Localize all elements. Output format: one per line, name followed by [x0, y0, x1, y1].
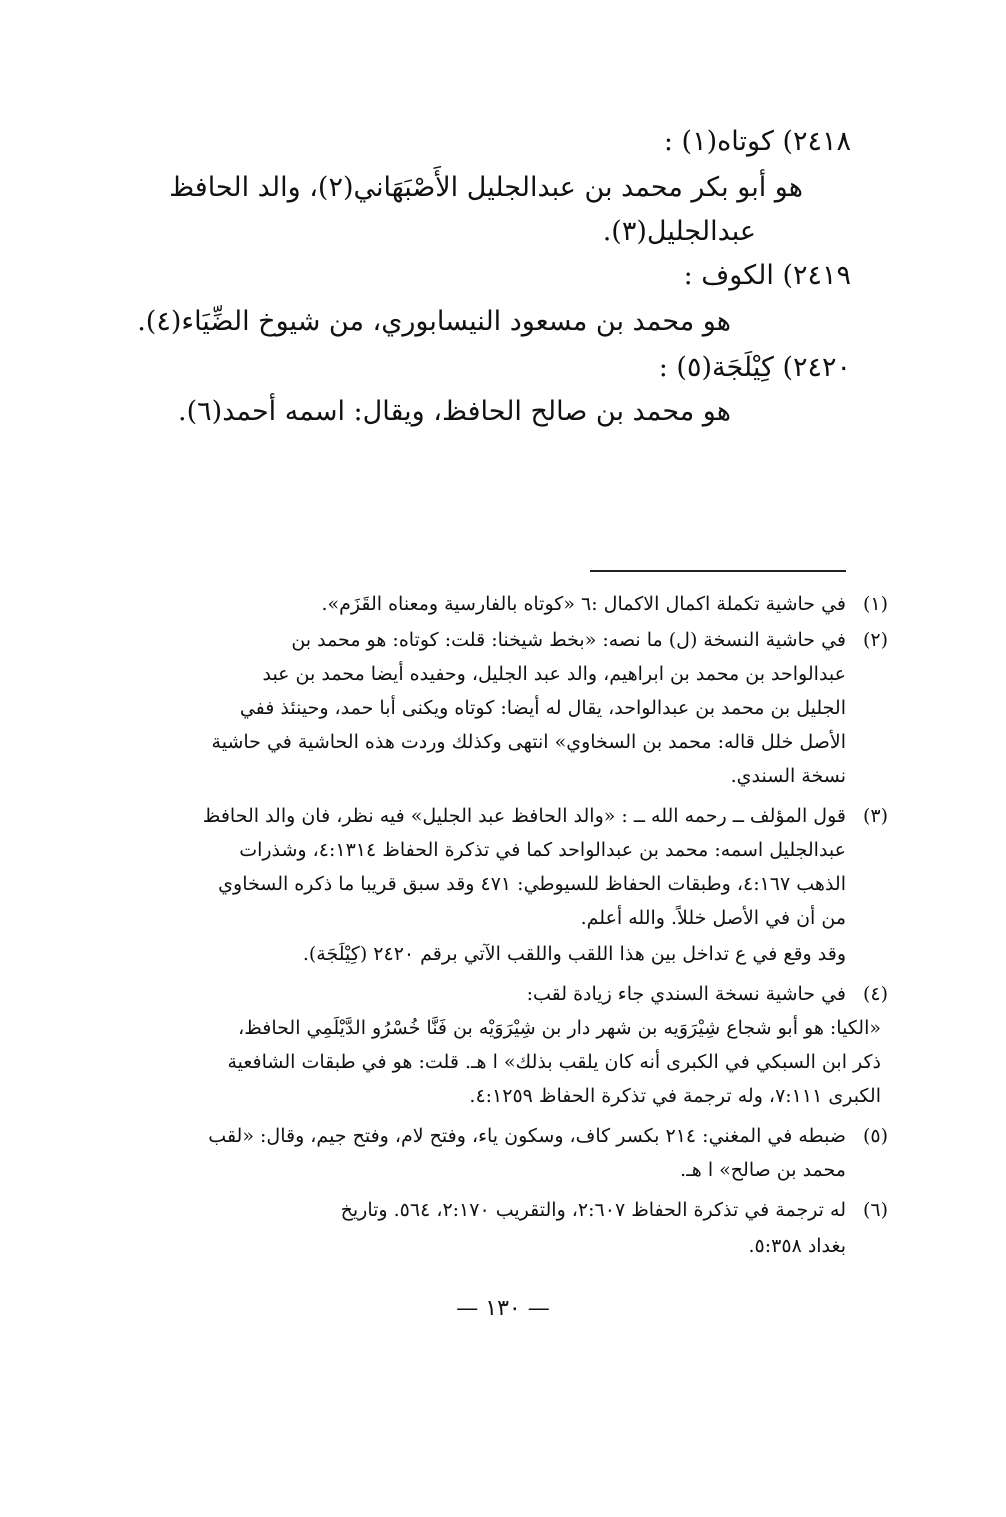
footnote-4-line: الكبرى ٧:١١١، وله ترجمة في تذكرة الحفاظ ٤:١٢٥٩. — [469, 1085, 881, 1107]
footnote-3-line: قول المؤلف ــ رحمه الله ــ : «والد الحافظ عبد الجليل» فيه نظر، فان والد الحافظ — [202, 805, 846, 827]
entry-2420-text: هو محمد بن صالح الحافظ، ويقال: اسمه أحمد(٦). — [178, 396, 731, 427]
entry-2419-heading — [131, 256, 851, 296]
entry-2420-heading — [131, 348, 851, 388]
footnote-3-line: من أن في الأصل خللاً. والله أعلم. — [580, 907, 846, 929]
footnote-2-line: الأصل خلل قاله: محمد بن السخاوي» انتهى وكذلك وردت هذه الحاشية في حاشية — [211, 731, 846, 753]
footnote-4-line: ذكر ابن السبكي في الكبرى أنه كان يلقب بذلك» ا هـ. قلت: هو في طبقات الشافعية — [227, 1051, 881, 1073]
footnote-3-line: الذهب ٤:١٦٧، وطبقات الحفاظ للسيوطي: ٤٧١ وقد سبق قريبا ما ذكره السخاوي — [218, 873, 846, 895]
footnote-5-line: محمد بن صالح» ا هـ. — [680, 1159, 846, 1181]
entry-2418-text-line2: عبدالجليل(٣). — [602, 216, 756, 247]
entry-title: كوتاه(١) : — [663, 126, 774, 157]
entry-2418-heading — [131, 122, 851, 162]
footnote-marker: (٣) — [862, 805, 888, 827]
footnote-1-line: في حاشية تكملة اكمال الاكمال :٦ «كوتاه بالفارسية ومعناه القَزَم». — [321, 593, 846, 615]
entry-title: الكوف : — [683, 260, 774, 291]
footnote-4-line: «الكيا: هو أبو شجاع شِيْرَوَيه بن شهر دار بن شِيْرَوَيْه بن فَنَّا خُسْرُو الدَّيْلَمِي الحافظ، — [238, 1017, 881, 1039]
footnote-marker: (٦) — [862, 1199, 888, 1221]
footnote-4-line: في حاشية نسخة السندي جاء زيادة لقب: — [526, 983, 846, 1005]
entry-number: ٢٤١٩) — [782, 260, 851, 291]
entry-number: ٢٤٢٠) — [782, 352, 851, 383]
footnote-5-line: ضبطه في المغني: ٢١٤ بكسر كاف، وسكون ياء، وفتح لام، وفتح جيم، وقال: «لقب — [208, 1125, 846, 1147]
footnote-marker: (١) — [862, 593, 888, 615]
footnote-6-line: بغداد ٥:٣٥٨. — [748, 1235, 846, 1257]
footnote-2-line: في حاشية النسخة (ل) ما نصه: «بخط شيخنا: قلت: كوتاه: هو محمد بن — [291, 629, 846, 651]
footnote-2-line: الجليل بن محمد بن عبدالواحد، يقال له أيضا: كوتاه ويكنى أبا حمد، وحينئذ ففي — [239, 697, 846, 719]
page-number: — ١٣٠ — — [456, 1296, 550, 1321]
footnote-marker: (٥) — [862, 1125, 888, 1147]
footnote-3-line: عبدالجليل اسمه: محمد بن عبدالواحد كما في تذكرة الحفاظ ٤:١٣١٤، وشذرات — [239, 839, 846, 861]
footnote-6-line: له ترجمة في تذكرة الحفاظ ٢:٦٠٧، والتقريب ٢:١٧٠، ٥٦٤. وتاريخ — [340, 1199, 846, 1221]
footnote-separator — [590, 570, 846, 572]
footnote-3-line: وقد وقع في ع تداخل بين هذا اللقب واللقب الآتي برقم ٢٤٢٠ (كِيْلَجَة). — [302, 943, 846, 965]
footnote-2-line: نسخة السندي. — [730, 765, 846, 787]
entry-number: ٢٤١٨) — [782, 126, 851, 157]
entry-2419-text: هو محمد بن مسعود النيسابوري، من شيوخ الضِّيَاء(٤). — [137, 306, 731, 337]
entry-title: كِيْلَجَة(٥) : — [658, 352, 774, 383]
footnote-2-line: عبدالواحد بن محمد بن ابراهيم، والد عبد الجليل، وحفيده أيضا محمد بن عبد — [262, 663, 846, 685]
entry-2418-text-line1: هو أبو بكر محمد بن عبدالجليل الأَصْبَهَاني(٢)، والد الحافظ — [169, 172, 803, 203]
footnote-marker: (٢) — [862, 629, 888, 651]
footnote-marker: (٤) — [862, 983, 888, 1005]
